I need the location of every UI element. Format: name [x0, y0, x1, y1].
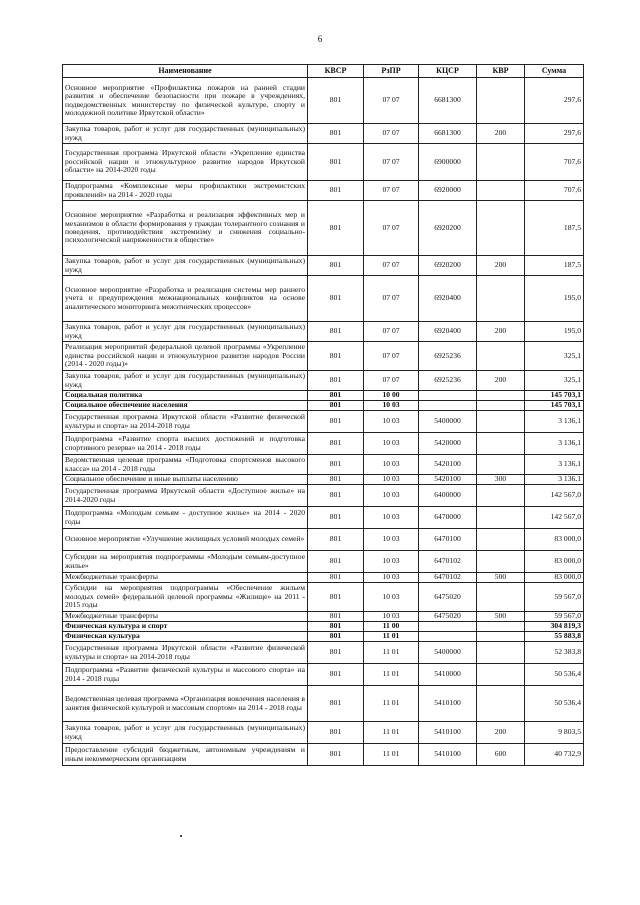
cell-kvr [477, 622, 525, 632]
cell-sum: 145 703,1 [525, 401, 584, 411]
cell-kcsr: 5410100 [419, 744, 477, 766]
cell-rzpr: 10 00 [364, 391, 419, 401]
table-row [63, 583, 584, 612]
cell-sum: 297,6 [525, 78, 584, 124]
header-kvr: КВР [477, 65, 525, 78]
cell-kvr [477, 507, 525, 529]
table-row [63, 433, 584, 455]
cell-kcsr [419, 632, 477, 642]
cell-sum: 3 136,1 [525, 433, 584, 455]
cell-kcsr: 6400000 [419, 485, 477, 507]
cell-name: Государственная программа Иркутской области «Развитие физической культуры и спорта» на 2014-2018 годы [63, 411, 308, 433]
cell-rzpr: 10 03 [364, 433, 419, 455]
table-row [63, 391, 584, 401]
cell-kcsr: 6925236 [419, 371, 477, 391]
table-row [63, 551, 584, 573]
cell-name: Подпрограмма «Развитие спорта высших достижений и подготовка спортивного резерва» на 2014 - 2018 годы [63, 433, 308, 455]
table-row [63, 632, 584, 642]
cell-sum: 83 000,0 [525, 529, 584, 551]
cell-sum: 59 567,0 [525, 583, 584, 612]
cell-sum: 52 383,8 [525, 642, 584, 664]
cell-kvr [477, 433, 525, 455]
table-row [63, 622, 584, 632]
cell-rzpr: 10 03 [364, 485, 419, 507]
cell-name: Реализация мероприятий федеральной целевой программы «Укрепление единства российской нации и этнокультурное развитие народов России (2014 - 2020 годы)» [63, 342, 308, 371]
budget-table [62, 64, 584, 766]
table-row [63, 124, 584, 144]
cell-rzpr: 07 07 [364, 322, 419, 342]
cell-kvsr: 801 [308, 612, 364, 622]
cell-kcsr: 5420000 [419, 433, 477, 455]
cell-name: Закупка товаров, работ и услуг для государственных (муниципальных) нужд [63, 124, 308, 144]
cell-sum: 304 819,3 [525, 622, 584, 632]
cell-kcsr: 6925236 [419, 342, 477, 371]
cell-sum: 3 136,1 [525, 411, 584, 433]
cell-kvsr: 801 [308, 276, 364, 322]
cell-name: Основное мероприятие «Разработка и реализация эффективных мер и механизмов в области формирования у граждан толерантного сознания и поведения, противодействия экстремизму и снижения социально-психологической напряженности в обществе» [63, 201, 308, 256]
cell-sum: 195,0 [525, 322, 584, 342]
scan-dot [180, 835, 182, 837]
table-row [63, 485, 584, 507]
cell-rzpr: 11 01 [364, 632, 419, 642]
cell-kvr [477, 632, 525, 642]
cell-name: Подпрограмма «Развитие физической культуры и массового спорта» на 2014 - 2018 годы [63, 664, 308, 686]
cell-kcsr: 6470102 [419, 573, 477, 583]
table-row [63, 371, 584, 391]
cell-rzpr: 10 03 [364, 455, 419, 475]
table-row [63, 455, 584, 475]
cell-sum: 3 136,1 [525, 475, 584, 485]
cell-rzpr: 07 07 [364, 201, 419, 256]
cell-kvsr: 801 [308, 181, 364, 201]
cell-kcsr: 6920000 [419, 181, 477, 201]
table-row [63, 144, 584, 181]
cell-name: Закупка товаров, работ и услуг для государственных (муниципальных) нужд [63, 722, 308, 744]
cell-kvsr: 801 [308, 433, 364, 455]
table-row [63, 201, 584, 256]
cell-name: Субсидии на мероприятия подпрограммы «Обеспечение жильем молодых семей» федеральной целевой программы «Жилище» на 2011 - 2015 годы [63, 583, 308, 612]
header-rzpr: РзПР [364, 65, 419, 78]
cell-kcsr: 5400000 [419, 642, 477, 664]
cell-kvsr: 801 [308, 722, 364, 744]
cell-kvr [477, 411, 525, 433]
cell-kcsr: 5400000 [419, 411, 477, 433]
cell-kvr: 200 [477, 124, 525, 144]
cell-sum: 59 567,0 [525, 612, 584, 622]
cell-kvsr: 801 [308, 529, 364, 551]
cell-kcsr: 5420100 [419, 475, 477, 485]
cell-kvr: 500 [477, 573, 525, 583]
cell-kvr [477, 401, 525, 411]
cell-kvr [477, 276, 525, 322]
cell-kvsr: 801 [308, 583, 364, 612]
cell-sum: 50 536,4 [525, 686, 584, 722]
table-row [63, 573, 584, 583]
cell-kvr: 600 [477, 744, 525, 766]
cell-rzpr: 10 03 [364, 551, 419, 573]
cell-name: Межбюджетные трансферты [63, 612, 308, 622]
cell-kvr: 300 [477, 475, 525, 485]
cell-name: Межбюджетные трансферты [63, 573, 308, 583]
table-row [63, 507, 584, 529]
table-row [63, 686, 584, 722]
table-row [63, 722, 584, 744]
cell-sum: 40 732,9 [525, 744, 584, 766]
cell-sum: 55 883,8 [525, 632, 584, 642]
table-row [63, 78, 584, 124]
cell-kcsr: 6920400 [419, 322, 477, 342]
cell-kcsr: 6470100 [419, 529, 477, 551]
table-row [63, 411, 584, 433]
cell-kvr [477, 181, 525, 201]
table-row [63, 256, 584, 276]
cell-name: Подпрограмма «Молодым семьям - доступное жилье» на 2014 - 2020 годы [63, 507, 308, 529]
cell-sum: 83 000,0 [525, 551, 584, 573]
cell-kcsr: 6470000 [419, 507, 477, 529]
cell-kcsr [419, 391, 477, 401]
cell-sum: 707,6 [525, 181, 584, 201]
cell-kvr [477, 485, 525, 507]
header-name: Наименование [63, 65, 308, 78]
cell-rzpr: 07 07 [364, 256, 419, 276]
table-row [63, 744, 584, 766]
cell-kvr [477, 342, 525, 371]
cell-name: Физическая культура и спорт [63, 622, 308, 632]
cell-name: Закупка товаров, работ и услуг для государственных (муниципальных) нужд [63, 322, 308, 342]
table-row [63, 401, 584, 411]
cell-kcsr [419, 401, 477, 411]
cell-rzpr: 10 03 [364, 612, 419, 622]
cell-kcsr [419, 622, 477, 632]
cell-kcsr: 6920200 [419, 201, 477, 256]
cell-sum: 325,1 [525, 371, 584, 391]
cell-sum: 145 703,1 [525, 391, 584, 401]
table-row [63, 475, 584, 485]
cell-kvr [477, 686, 525, 722]
cell-kvsr: 801 [308, 124, 364, 144]
cell-sum: 142 567,0 [525, 485, 584, 507]
cell-name: Основное мероприятие «Профилактика пожаров на ранней стадии развития и обеспечение безопасности при пожаре в учреждениях, подведомственных министерству по физической культуре, спорту и молодежной политике Иркутской области» [63, 78, 308, 124]
cell-kcsr: 5410100 [419, 686, 477, 722]
cell-kvsr: 801 [308, 551, 364, 573]
cell-rzpr: 10 03 [364, 475, 419, 485]
cell-kvsr: 801 [308, 632, 364, 642]
cell-kcsr: 5410000 [419, 664, 477, 686]
cell-kvr [477, 144, 525, 181]
cell-kvr [477, 664, 525, 686]
table-row [63, 642, 584, 664]
table-row [63, 529, 584, 551]
cell-rzpr: 10 03 [364, 411, 419, 433]
cell-kvsr: 801 [308, 322, 364, 342]
cell-kcsr: 6681300 [419, 78, 477, 124]
cell-kcsr: 6475020 [419, 583, 477, 612]
cell-kcsr: 6475020 [419, 612, 477, 622]
header-kcsr: КЦСР [419, 65, 477, 78]
cell-kvsr: 801 [308, 201, 364, 256]
cell-name: Физическая культура [63, 632, 308, 642]
cell-rzpr: 07 07 [364, 78, 419, 124]
cell-sum: 187,5 [525, 201, 584, 256]
cell-rzpr: 10 03 [364, 583, 419, 612]
cell-rzpr: 10 03 [364, 529, 419, 551]
cell-name: Социальное обеспечение населения [63, 401, 308, 411]
cell-kvr: 200 [477, 722, 525, 744]
cell-rzpr: 10 03 [364, 573, 419, 583]
cell-name: Закупка товаров, работ и услуг для государственных (муниципальных) нужд [63, 256, 308, 276]
cell-kvsr: 801 [308, 78, 364, 124]
header-kvsr: КВСР [308, 65, 364, 78]
cell-name: Государственная программа Иркутской области «Доступное жилье» на 2014-2020 годы [63, 485, 308, 507]
table-row [63, 612, 584, 622]
cell-sum: 3 136,1 [525, 455, 584, 475]
cell-rzpr: 11 01 [364, 722, 419, 744]
cell-kvr: 200 [477, 322, 525, 342]
cell-kvr [477, 529, 525, 551]
cell-kcsr: 6681300 [419, 124, 477, 144]
cell-name: Ведомственная целевая программа «Организация вовлечения населения в занятия физической культурой и массовым спортом» на 2014 - 2018 годы [63, 686, 308, 722]
table-row [63, 342, 584, 371]
table-header-row [63, 65, 584, 78]
cell-kvsr: 801 [308, 507, 364, 529]
cell-rzpr: 07 07 [364, 371, 419, 391]
cell-name: Социальная политика [63, 391, 308, 401]
cell-kvsr: 801 [308, 622, 364, 632]
cell-kvr: 200 [477, 256, 525, 276]
cell-kvsr: 801 [308, 485, 364, 507]
cell-kvr [477, 642, 525, 664]
cell-rzpr: 07 07 [364, 124, 419, 144]
cell-kvsr: 801 [308, 391, 364, 401]
cell-sum: 142 567,0 [525, 507, 584, 529]
cell-sum: 195,0 [525, 276, 584, 322]
cell-kvsr: 801 [308, 256, 364, 276]
cell-rzpr: 11 01 [364, 642, 419, 664]
cell-kvsr: 801 [308, 475, 364, 485]
cell-name: Закупка товаров, работ и услуг для государственных (муниципальных) нужд [63, 371, 308, 391]
cell-sum: 325,1 [525, 342, 584, 371]
cell-sum: 187,5 [525, 256, 584, 276]
cell-rzpr: 07 07 [364, 181, 419, 201]
cell-kcsr: 6900000 [419, 144, 477, 181]
table-row [63, 181, 584, 201]
cell-name: Социальное обеспечение и иные выплаты населению [63, 475, 308, 485]
cell-kcsr: 5420100 [419, 455, 477, 475]
cell-name: Государственная программа Иркутской области «Укрепление единства российской нации и этнокультурное развитие народов Иркутской области» на 2014-2020 годы [63, 144, 308, 181]
cell-name: Основное мероприятие «Разработка и реализация системы мер раннего учета и предупреждения межнациональных конфликтов на основе аналитического мониторинга межэтнических процессов» [63, 276, 308, 322]
cell-rzpr: 07 07 [364, 276, 419, 322]
cell-kcsr: 6470102 [419, 551, 477, 573]
cell-kvsr: 801 [308, 744, 364, 766]
cell-kvr [477, 455, 525, 475]
cell-name: Государственная программа Иркутской области «Развитие физической культуры и спорта» на 2014-2018 годы [63, 642, 308, 664]
cell-rzpr: 11 01 [364, 744, 419, 766]
page-number: 6 [317, 34, 323, 44]
table-row [63, 276, 584, 322]
table-row [63, 322, 584, 342]
cell-kvsr: 801 [308, 411, 364, 433]
table-row [63, 664, 584, 686]
cell-name: Субсидии на мероприятия подпрограммы «Молодым семьям-доступное жилье» [63, 551, 308, 573]
cell-kvsr: 801 [308, 686, 364, 722]
cell-kcsr: 6920200 [419, 256, 477, 276]
cell-sum: 9 803,5 [525, 722, 584, 744]
cell-rzpr: 10 03 [364, 507, 419, 529]
cell-sum: 297,6 [525, 124, 584, 144]
cell-kvr [477, 583, 525, 612]
cell-sum: 83 000,0 [525, 573, 584, 583]
cell-name: Ведомственная целевая программа «Подготовка спортсменов высокого класса» на 2014 - 2018 годы [63, 455, 308, 475]
cell-rzpr: 07 07 [364, 342, 419, 371]
cell-name: Основное мероприятие «Улучшение жилищных условий молодых семей» [63, 529, 308, 551]
cell-sum: 50 536,4 [525, 664, 584, 686]
cell-rzpr: 11 00 [364, 622, 419, 632]
cell-kvr [477, 78, 525, 124]
header-sum: Сумма [525, 65, 584, 78]
cell-kcsr: 6920400 [419, 276, 477, 322]
cell-kvsr: 801 [308, 371, 364, 391]
cell-kvsr: 801 [308, 664, 364, 686]
cell-kcsr: 5410100 [419, 722, 477, 744]
cell-kvr: 200 [477, 371, 525, 391]
cell-name: Предоставление субсидий бюджетным, автономным учреждениям и иным некоммерческим организациям [63, 744, 308, 766]
cell-rzpr: 10 03 [364, 401, 419, 411]
cell-kvsr: 801 [308, 342, 364, 371]
cell-rzpr: 07 07 [364, 144, 419, 181]
cell-name: Подпрограмма «Комплексные меры профилактики экстремистских проявлений» на 2014 - 2020 годы [63, 181, 308, 201]
cell-kvsr: 801 [308, 455, 364, 475]
cell-rzpr: 11 01 [364, 686, 419, 722]
cell-kvsr: 801 [308, 401, 364, 411]
cell-sum: 707,6 [525, 144, 584, 181]
cell-kvr [477, 391, 525, 401]
cell-kvsr: 801 [308, 642, 364, 664]
table-body [63, 78, 584, 766]
cell-kvsr: 801 [308, 573, 364, 583]
cell-rzpr: 11 01 [364, 664, 419, 686]
cell-kvr [477, 551, 525, 573]
cell-kvr [477, 201, 525, 256]
cell-kvsr: 801 [308, 144, 364, 181]
cell-kvr: 500 [477, 612, 525, 622]
